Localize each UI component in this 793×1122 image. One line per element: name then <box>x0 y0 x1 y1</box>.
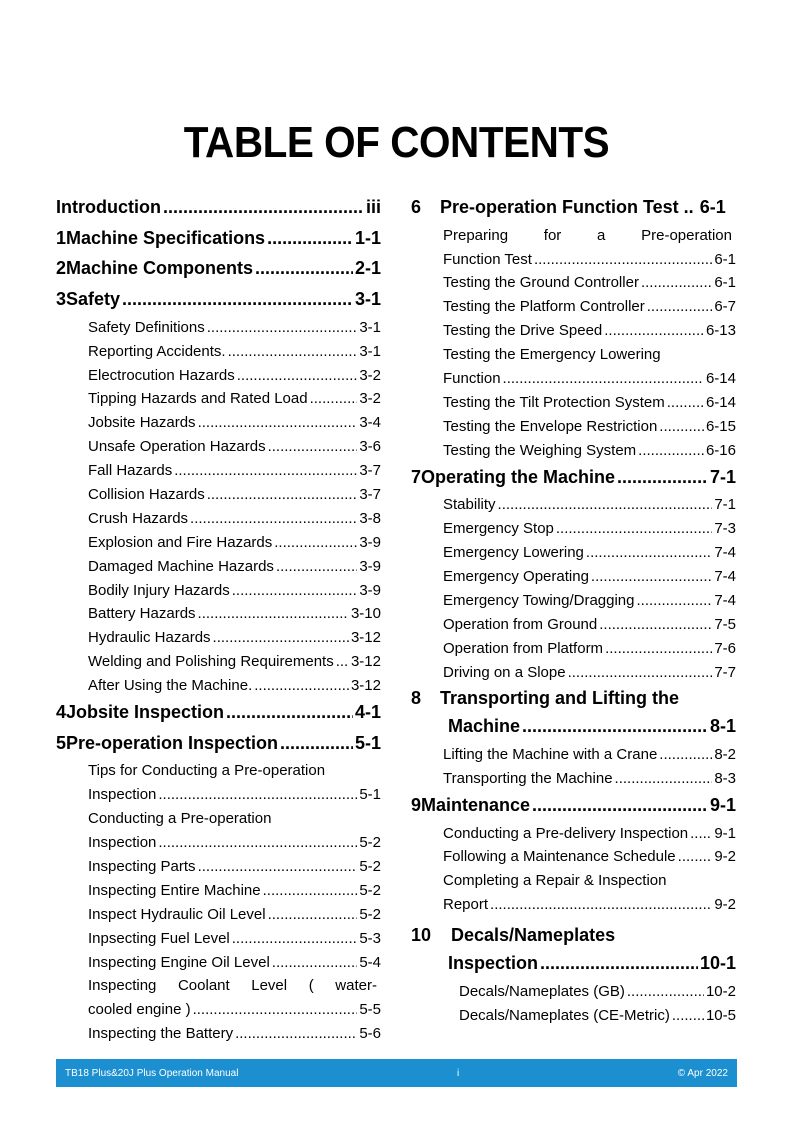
toc-section-6[interactable]: 6 Pre-operation Function Test .. 6-1 <box>411 197 726 217</box>
toc-section-1[interactable]: 1 Machine Specifications ..... 1-1 <box>56 224 381 255</box>
entry-title: Testing the Tilt Protection System <box>443 393 665 411</box>
entry-page: 6-1 <box>714 274 736 292</box>
toc-entry-introduction[interactable] <box>56 193 381 224</box>
entry-title: Unsafe Operation Hazards <box>88 438 266 456</box>
toc-subentry[interactable] <box>411 767 736 791</box>
toc-subentry[interactable] <box>56 340 381 364</box>
entry-page: 5-2 <box>359 857 381 875</box>
toc-left-column <box>56 193 381 1046</box>
toc-subentry[interactable] <box>56 411 381 435</box>
toc-entry-coolant-line1[interactable]: Inspecting Coolant Level ( water- <box>88 977 377 995</box>
toc-subentry[interactable] <box>56 903 381 927</box>
entry-title: Electrocution Hazards <box>88 366 235 384</box>
toc-subentry[interactable] <box>411 271 736 295</box>
entry-title: Emergency Towing/Dragging <box>443 591 635 609</box>
entry-page: 7-4 <box>714 591 736 609</box>
toc-subentry[interactable] <box>411 415 736 439</box>
entry-title: Jobsite Hazards <box>88 414 196 432</box>
toc-section-7[interactable]: 7 Operating the Machine ..... 7-1 <box>411 463 736 494</box>
entry-page: 3-1 <box>359 318 381 336</box>
entry-page: 7-6 <box>714 639 736 657</box>
entry-title: Emergency Operating <box>443 567 589 585</box>
toc-entry-battery[interactable]: Inspecting the Battery ..... 5-6 <box>56 1022 381 1046</box>
toc-subentry[interactable] <box>411 319 736 343</box>
entry-page: 6-16 <box>705 441 736 459</box>
toc-entry-repair-line1[interactable]: Completing a Repair & Inspection <box>443 872 667 890</box>
toc-subentry[interactable] <box>411 637 736 661</box>
toc-subentry[interactable] <box>56 387 381 411</box>
entry-title: Testing the Platform Controller <box>443 298 645 316</box>
toc-subentry[interactable] <box>411 439 736 463</box>
toc-section-3[interactable]: 3 Safety ..... 3-1 <box>56 285 381 316</box>
entry-title: Fall Hazards <box>88 462 173 480</box>
entry-title: Battery Hazards <box>88 605 196 623</box>
toc-section-8-line2[interactable]: Machine ..... 8-1 <box>411 712 736 743</box>
entry-page: 3-7 <box>359 462 381 480</box>
entry-page: 6-15 <box>705 417 736 435</box>
entry-page: 3-6 <box>359 438 381 456</box>
toc-subentry[interactable] <box>56 579 381 603</box>
toc-entry-preparing-line2[interactable]: Function Test ..... 6-1 <box>411 248 736 272</box>
toc-subentry[interactable] <box>411 541 736 565</box>
entry-title: Damaged Machine Hazards <box>88 557 274 575</box>
toc-right-column <box>411 193 736 1028</box>
toc-section-5[interactable]: 5 Pre-operation Inspection ..... 5-1 <box>56 729 381 760</box>
function-test-list-a <box>411 271 736 343</box>
entry-page: 3-12 <box>350 629 381 647</box>
entry-title: Welding and Polishing Requirements <box>88 653 334 671</box>
toc-subentry[interactable] <box>411 822 736 846</box>
entry-page: 3-4 <box>359 414 381 432</box>
entry-page: 6-7 <box>714 298 736 316</box>
preop-inspection-list <box>56 855 381 974</box>
entry-page: 7-4 <box>714 567 736 585</box>
entry-page: 3-9 <box>359 581 381 599</box>
entry-title: Testing the Drive Speed <box>443 322 603 340</box>
toc-subentry[interactable] <box>411 613 736 637</box>
entry-page: iii <box>365 197 381 217</box>
toc-section-4[interactable]: 4 Jobsite Inspection ..... 4-1 <box>56 698 381 729</box>
entry-title: Bodily Injury Hazards <box>88 581 230 599</box>
entry-page: 6-14 <box>705 393 736 411</box>
toc-subentry[interactable] <box>56 531 381 555</box>
entry-title: Stability <box>443 496 496 514</box>
toc-entry-conducting-line1[interactable]: Conducting a Pre-operation <box>88 810 272 828</box>
toc-subentry[interactable] <box>411 743 736 767</box>
toc-subentry[interactable] <box>411 661 736 685</box>
toc-subentry[interactable] <box>56 555 381 579</box>
entry-title: Transporting the Machine <box>443 769 613 787</box>
toc-subentry[interactable] <box>56 316 381 340</box>
entry-page: 8-3 <box>714 769 736 787</box>
entry-page: 3-2 <box>359 366 381 384</box>
entry-title: Following a Maintenance Schedule <box>443 848 676 866</box>
toc-subentry[interactable] <box>56 650 381 674</box>
entry-page: 9-2 <box>714 848 736 866</box>
toc-subentry[interactable] <box>56 626 381 650</box>
entry-page: 7-4 <box>714 544 736 562</box>
entry-title: Inpsecting Fuel Level <box>88 929 230 947</box>
entry-page: 7-1 <box>714 496 736 514</box>
toc-subentry[interactable] <box>411 980 736 1004</box>
entry-page: 10-2 <box>705 982 736 1000</box>
entry-title: Inspecting Parts <box>88 857 196 875</box>
page-title: TABLE OF CONTENTS <box>183 118 610 167</box>
maintenance-list <box>411 822 736 870</box>
toc-subentry[interactable] <box>411 493 736 517</box>
entry-title: Inspecting Entire Machine <box>88 881 261 899</box>
entry-title: Testing the Envelope Restriction <box>443 417 658 435</box>
entry-title: Inspecting Engine Oil Level <box>88 953 270 971</box>
toc-section-10-line1[interactable]: 10 Decals/Nameplates <box>411 925 616 946</box>
toc-section-10-line2[interactable]: Inspection ..... 10-1 <box>411 949 736 980</box>
safety-subsection-list <box>56 316 381 698</box>
entry-page: 3-12 <box>350 653 381 671</box>
entry-title: After Using the Machine. <box>88 677 253 695</box>
decals-list <box>411 980 736 1028</box>
entry-page: 10-5 <box>705 1006 736 1024</box>
entry-page: 3-9 <box>359 533 381 551</box>
entry-title: Explosion and Fire Hazards <box>88 533 273 551</box>
toc-subentry[interactable] <box>411 391 736 415</box>
toc-entry-emergency-lowering-line1[interactable]: Testing the Emergency Lowering <box>443 346 661 364</box>
toc-subentry[interactable] <box>56 483 381 507</box>
entry-page: 7-3 <box>714 520 736 538</box>
entry-title: Tipping Hazards and Rated Load <box>88 390 308 408</box>
entry-page: 5-3 <box>359 929 381 947</box>
toc-subentry[interactable] <box>56 507 381 531</box>
toc-subentry[interactable] <box>411 1004 736 1028</box>
entry-page: 3-12 <box>350 677 381 695</box>
toc-section-8-line1[interactable]: 8 Transporting and Lifting the <box>411 688 679 709</box>
entry-page: 3-1 <box>359 342 381 360</box>
entry-title: Operation from Platform <box>443 639 604 657</box>
footer-manual-title: TB18 Plus&20J Plus Operation Manual <box>65 1067 239 1079</box>
entry-page: 5-2 <box>359 905 381 923</box>
toc-entry-conducting-line2[interactable]: Inspection ..... 5-2 <box>56 831 381 855</box>
toc-subentry[interactable] <box>56 951 381 975</box>
entry-page: 3-2 <box>359 390 381 408</box>
footer-date: © Apr 2022 <box>677 1067 728 1079</box>
toc-entry-repair-line2[interactable]: Report ..... 9-2 <box>411 893 736 917</box>
entry-page: 9-1 <box>714 824 736 842</box>
entry-title: Crush Hazards <box>88 509 189 527</box>
toc-subentry[interactable] <box>411 517 736 541</box>
page-footer <box>56 1059 737 1087</box>
entry-title: Testing the Weighing System <box>443 441 637 459</box>
entry-title: Hydraulic Hazards <box>88 629 211 647</box>
entry-page: 6-13 <box>705 322 736 340</box>
toc-subentry[interactable] <box>56 435 381 459</box>
toc-subentry[interactable] <box>411 589 736 613</box>
entry-title: Emergency Lowering <box>443 544 584 562</box>
entry-title: Inspect Hydraulic Oil Level <box>88 905 266 923</box>
toc-subentry[interactable] <box>56 674 381 698</box>
entry-page: 3-10 <box>350 605 381 623</box>
entry-title: Safety Definitions <box>88 318 205 336</box>
entry-title: Decals/Nameplates (GB) <box>459 982 625 1000</box>
toc-subentry[interactable] <box>411 845 736 869</box>
toc-subentry[interactable] <box>56 927 381 951</box>
toc-entry-preparing-line1[interactable]: Preparing for a Pre-operation <box>443 226 732 244</box>
toc-subentry[interactable] <box>411 565 736 589</box>
entry-title: Decals/Nameplates (CE-Metric) <box>459 1006 670 1024</box>
entry-title: Introduction <box>56 197 161 217</box>
toc-subentry[interactable] <box>411 295 736 319</box>
entry-page: 7-7 <box>714 663 736 681</box>
entry-title: Lifting the Machine with a Crane <box>443 746 658 764</box>
toc-subentry[interactable] <box>56 459 381 483</box>
footer-page-number: i <box>457 1067 460 1079</box>
function-test-list-b <box>411 391 736 463</box>
toc-subentry[interactable] <box>56 602 381 626</box>
toc-entry-coolant-line2[interactable]: cooled engine ) ..... 5-5 <box>56 998 381 1022</box>
entry-page: 5-2 <box>359 881 381 899</box>
entry-title: Emergency Stop <box>443 520 554 538</box>
operating-list <box>411 493 736 684</box>
transport-list <box>411 743 736 791</box>
entry-page: 5-4 <box>359 953 381 971</box>
toc-entry-tips-line2[interactable]: Inspection ..... 5-1 <box>56 783 381 807</box>
entry-page: 8-2 <box>714 746 736 764</box>
entry-title: Driving on a Slope <box>443 663 566 681</box>
entry-page: 7-5 <box>714 615 736 633</box>
entry-title: Collision Hazards <box>88 485 205 503</box>
toc-subentry[interactable] <box>56 364 381 388</box>
entry-title: Reporting Accidents. <box>88 342 226 360</box>
entry-page: 3-9 <box>359 557 381 575</box>
entry-page: 3-7 <box>359 485 381 503</box>
entry-title: Conducting a Pre-delivery Inspection <box>443 824 689 842</box>
toc-subentry[interactable] <box>56 879 381 903</box>
entry-title: Testing the Ground Controller <box>443 274 639 292</box>
toc-subentry[interactable] <box>56 855 381 879</box>
toc-section-9[interactable]: 9 Maintenance ..... 9-1 <box>411 791 736 822</box>
toc-entry-emergency-lowering-line2[interactable]: Function ..... 6-14 <box>411 367 736 391</box>
entry-page: 3-8 <box>359 509 381 527</box>
toc-entry-tips-line1[interactable]: Tips for Conducting a Pre-operation <box>88 762 326 780</box>
toc-section-2[interactable]: 2 Machine Components ..... 2-1 <box>56 254 381 285</box>
entry-title: Operation from Ground <box>443 615 598 633</box>
